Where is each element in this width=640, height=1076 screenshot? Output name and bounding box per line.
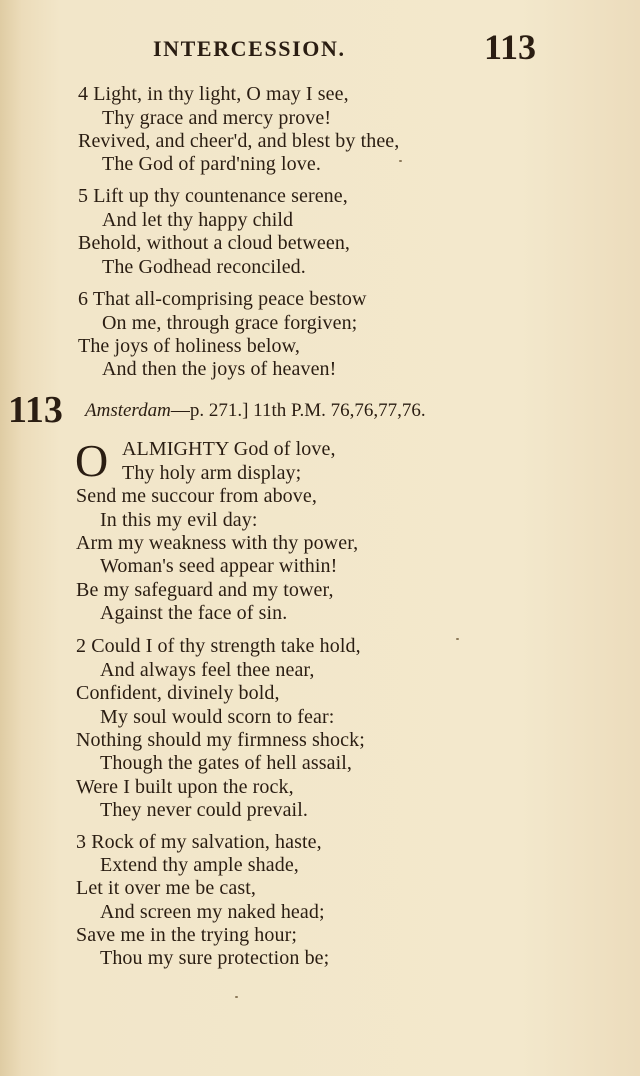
verse-line: Confident, divinely bold, [76,682,280,704]
verse-line: In this my evil day: [100,509,258,531]
hymn-number: 113 [8,389,63,431]
verse-line: Extend thy ample shade, [100,854,299,876]
verse-line: And screen my naked head; [100,901,325,923]
verse-line: 2 Could I of thy strength take hold, [76,635,361,657]
paper-speck [399,160,402,162]
verse-line: Save me in the trying hour; [76,924,297,946]
verse-line: 5 Lift up thy countenance serene, [78,185,348,207]
verse-line: Thy holy arm display; [122,462,302,484]
verse-line: Against the face of sin. [100,602,288,624]
verse-line: Were I built upon the rock, [76,776,294,798]
page-number: 113 [484,27,537,67]
running-title: INTERCESSION. [153,36,346,61]
verse-line: Send me succour from above, [76,485,317,507]
verse-line: Thou my sure protection be; [100,947,330,969]
verse-line: 4 Light, in thy light, O may I see, [78,83,349,105]
verse-line: The God of pard'ning love. [102,153,321,175]
tune-meter: —p. 271.] 11th P.M. 76,76,77,76. [170,400,426,421]
verse-line: And let thy happy child [102,209,294,231]
verse-line: And always feel thee near, [100,659,315,681]
verse-line: Let it over me be cast, [76,877,257,899]
paper-speck [235,996,238,998]
tune-reference [85,400,426,422]
verse-line: Be my safeguard and my tower, [76,579,334,601]
verse-line: On me, through grace forgiven; [102,312,358,334]
verse-line: My soul would scorn to fear: [100,706,335,728]
tune-name: Amsterdam [85,400,171,421]
verse-line: Arm my weakness with thy power, [76,532,359,554]
verse-line: Behold, without a cloud between, [78,232,351,254]
verse-line: The joys of holiness below, [78,335,300,357]
verse-line: ALMIGHTY God of love, [122,438,336,460]
verse-line: 6 That all-comprising peace bestow [78,288,367,310]
verse-line: Revived, and cheer'd, and blest by thee, [78,130,400,152]
verse-line: Though the gates of hell assail, [100,752,353,774]
verse-line: They never could prevail. [100,799,308,821]
drop-cap: O [75,435,109,486]
paper-speck [456,638,459,640]
verse-line: And then the joys of heaven! [102,358,337,380]
verse-line: The Godhead reconciled. [102,256,306,278]
verse-line: Thy grace and mercy prove! [102,107,332,129]
verse-line: Nothing should my firmness shock; [76,729,365,751]
verse-line: Woman's seed appear within! [100,555,338,577]
verse-line: 3 Rock of my salvation, haste, [76,831,322,853]
